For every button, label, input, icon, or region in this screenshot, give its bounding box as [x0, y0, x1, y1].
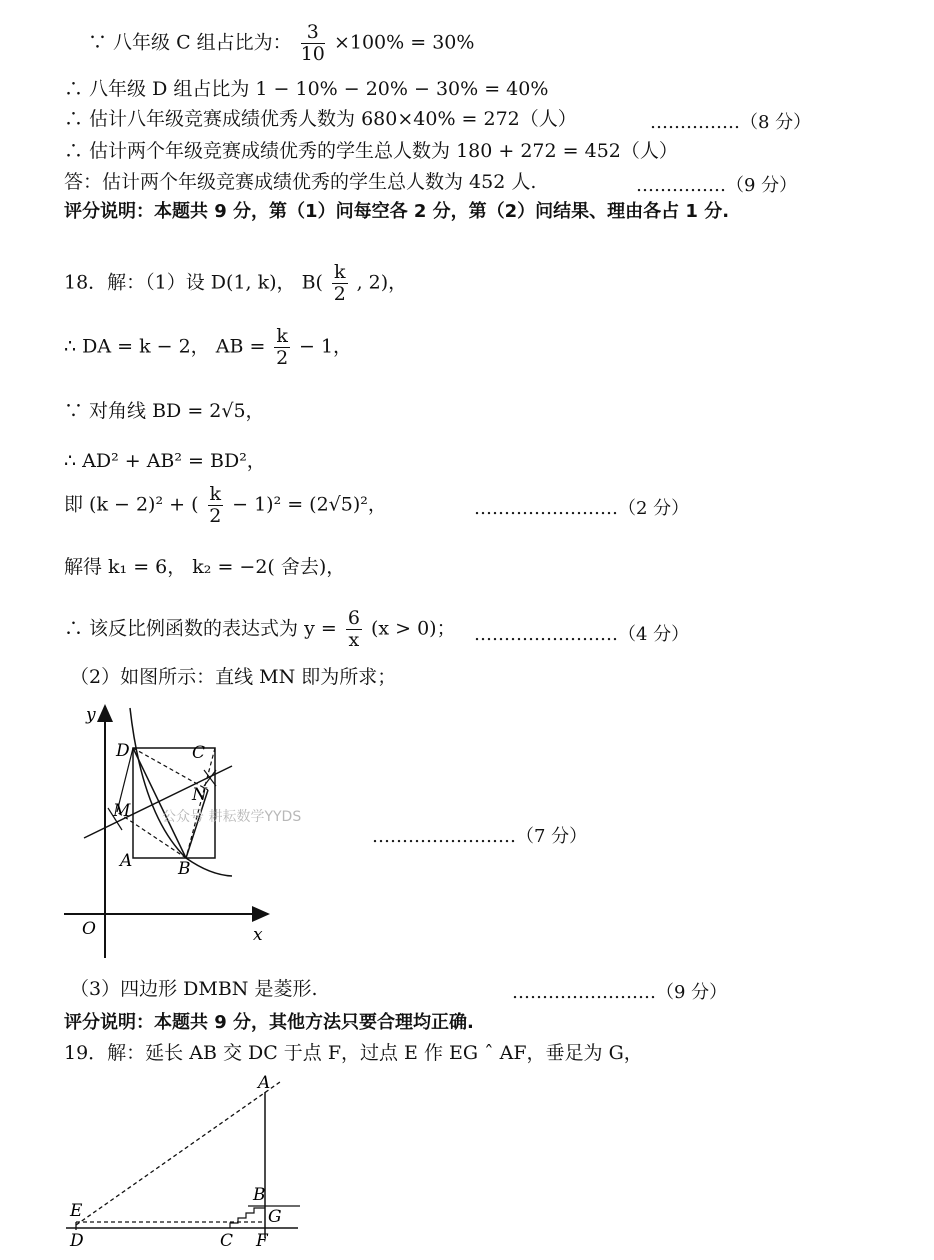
text: 18．解：（1）设 D(1, k)， B( [64, 271, 323, 294]
line-18-da-ab [64, 326, 352, 369]
label-b: B [178, 859, 191, 879]
score-8: ……………（8 分） [650, 112, 812, 133]
label-e: E [70, 1201, 83, 1221]
line-18-expression [64, 608, 456, 651]
denominator: 10 [300, 42, 325, 65]
text: (x > 0)； [370, 617, 456, 640]
line-18-solve: 解得 k₁ = 6， k₂ = −2( 舍去)， [64, 556, 346, 578]
line-18-setup [64, 262, 407, 305]
label-c: C [192, 743, 206, 763]
label-d: D [116, 741, 130, 761]
text: ∴ 该反比例函数的表达式为 y = [64, 617, 337, 640]
line-18-part2: （2）如图所示：直线 MN 即为所求； [70, 666, 397, 688]
text: ∵ 八年级 C 组占比为： [88, 31, 292, 54]
denominator: 2 [333, 282, 346, 305]
label-a: A [120, 851, 133, 871]
label-n: N [192, 785, 207, 805]
diagonal-db [133, 748, 186, 858]
line-total-estimate: ∴ 估计两个年级竞赛成绩优秀的学生总人数为 180 + 272 = 452（人） [64, 140, 678, 162]
fraction-k-2 [274, 326, 290, 369]
line-answer-17: 答：估计两个年级竞赛成绩优秀的学生总人数为 452 人. [64, 171, 537, 193]
label-d: D [70, 1231, 84, 1251]
numerator: k [209, 483, 222, 505]
label-c: C [220, 1231, 234, 1251]
label-x: x [253, 925, 263, 945]
line-18-part3: （3）四边形 DMBN 是菱形. [70, 978, 318, 1000]
line-18-equation [64, 484, 387, 527]
numerator: k [334, 261, 346, 283]
numerator: 6 [347, 607, 360, 629]
fraction-k-2 [332, 262, 348, 305]
score-4: ……………………（4 分） [474, 624, 690, 645]
line-19-setup: 19．解：延长 AB 交 DC 于点 F，过点 E 作 EG ˆ AF，垂足为 G， [64, 1042, 643, 1064]
score-2: ……………………（2 分） [474, 498, 690, 519]
label-f: F [256, 1231, 268, 1251]
denominator: x [348, 628, 360, 651]
line-18-pythagoras: ∴ AD² + AB² = BD²， [64, 450, 266, 472]
denominator: 2 [209, 504, 222, 527]
line-ea-dashed [76, 1082, 280, 1225]
score-9: ……………（9 分） [636, 175, 798, 196]
line-c-group-ratio [88, 22, 474, 65]
figure-19-diagram [58, 1070, 318, 1260]
line-18-bd: ∵ 对角线 BD = 2√5， [64, 400, 265, 422]
stairs [230, 1208, 265, 1228]
numerator: k [276, 325, 288, 347]
fraction-k-2 [208, 484, 224, 527]
label-b: B [253, 1185, 266, 1205]
label-a: A [258, 1073, 271, 1093]
text: ×100% = 30% [333, 31, 475, 54]
text: , 2)， [356, 271, 408, 294]
score-9b: ……………………（9 分） [512, 982, 728, 1003]
label-g: G [268, 1207, 282, 1227]
numerator: 3 [301, 22, 325, 44]
score-7: ……………………（7 分） [372, 826, 588, 847]
label-y: y [86, 705, 96, 725]
scoring-note-18: 评分说明：本题共 9 分，其他方法只要合理均正确. [64, 1012, 474, 1033]
fraction-3-10 [301, 22, 325, 65]
text: − 1， [298, 335, 353, 358]
line-grade8-estimate: ∴ 估计八年级竞赛成绩优秀人数为 680×40% = 272（人） [64, 108, 577, 130]
text: − 1)² = (2√5)²， [232, 493, 387, 516]
text: 即 (k − 2)² + ( [64, 493, 199, 516]
denominator: 2 [276, 346, 289, 369]
hyperbola-curve [130, 708, 232, 876]
label-o: O [82, 919, 96, 939]
text: ∴ DA = k − 2， AB = [64, 335, 266, 358]
label-m: M [113, 801, 131, 821]
fraction-6-x [346, 608, 362, 651]
watermark: 公众号 耕耘数学YYDS [162, 809, 302, 825]
figure-18-graph [50, 700, 340, 960]
scoring-note-17: 评分说明：本题共 9 分，第（1）问每空各 2 分，第（2）问结果、理由各占 1 分. [64, 201, 730, 222]
line-d-group-ratio: ∴ 八年级 D 组占比为 1 − 10% − 20% − 30% = 40% [64, 78, 549, 100]
